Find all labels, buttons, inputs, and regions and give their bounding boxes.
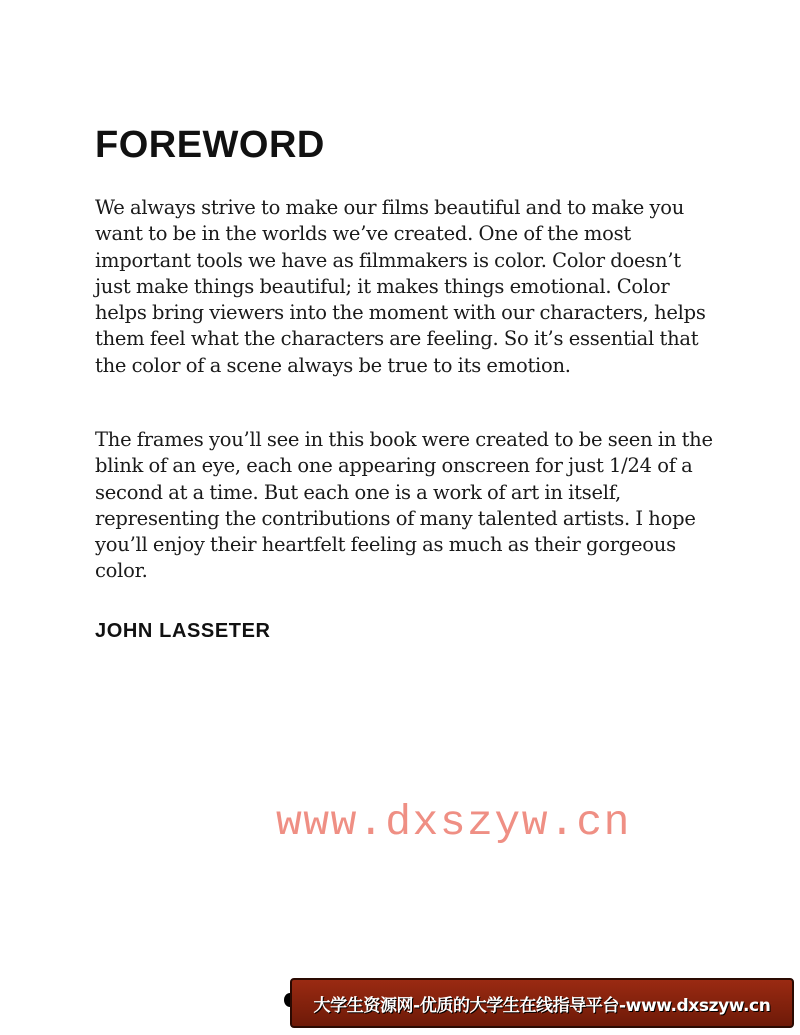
watermark-text: www.dxszyw.cn	[276, 798, 631, 847]
page-title: FOREWORD	[95, 124, 325, 166]
foreword-paragraph-2: The frames you’ll see in this book were created to be seen in the blink of an eye, each one appearing onscreen for just 1/24 of a second at a time. But each one is a work of art in itself, representing the contributions of many talented artists. I hope you’ll enjoy their heartfelt feeling as much as their gorgeous color.	[95, 428, 713, 583]
footer-banner[interactable]	[290, 978, 794, 1028]
foreword-paragraph-1: We always strive to make our films beautiful and to make you want to be in the worlds we’ve created. One of the most important tools we have as filmmakers is color. Color doesn’t just make things beautiful; it makes things emotional. Color helps bring viewers into the moment with our characters, helps them feel what the characters are feeling. So it’s essential that the color of a scene always be true to its emotion.	[95, 196, 706, 377]
footer-banner-text: 大学生资源网-优质的大学生在线指导平台-www.dxszyw.cn	[313, 995, 771, 1016]
author-signature: JOHN LASSETER	[95, 620, 271, 642]
